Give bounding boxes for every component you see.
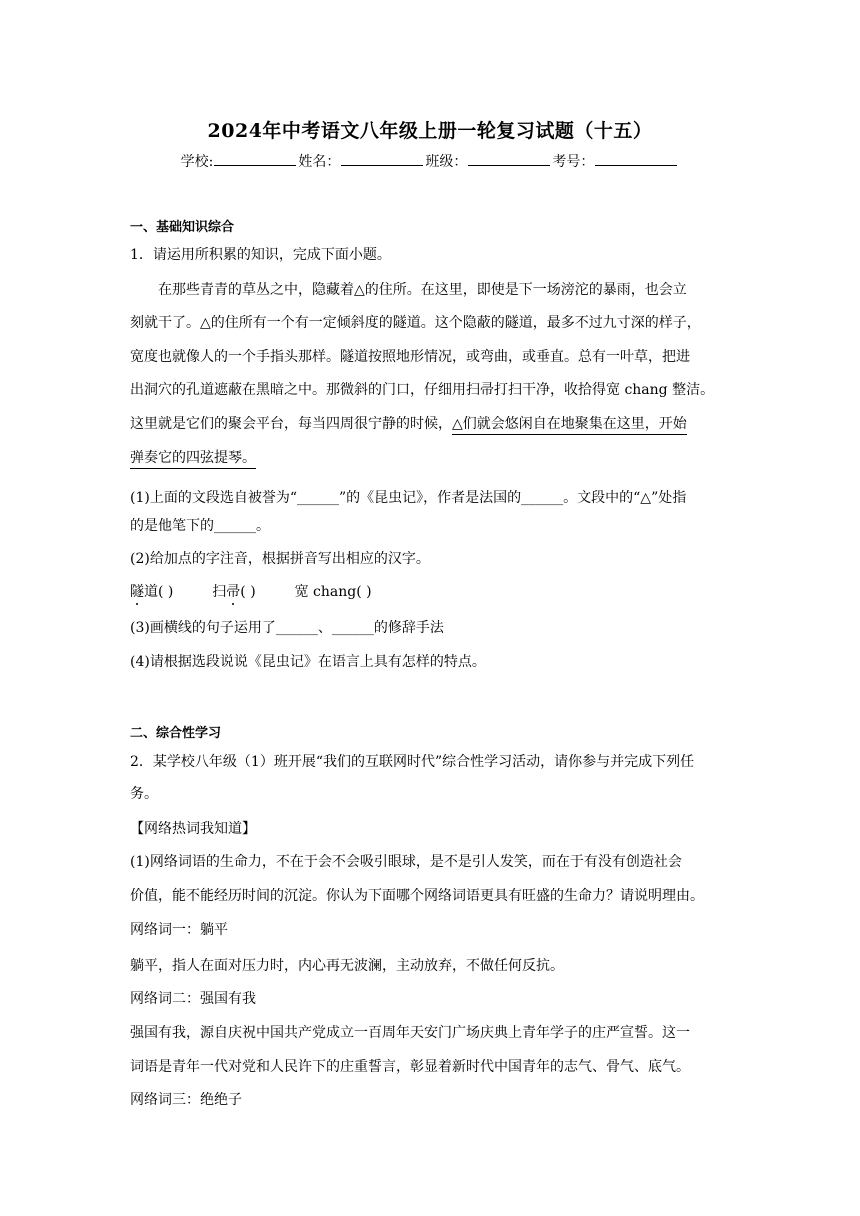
word-2-label: 网络词二：强国有我 (130, 991, 256, 1007)
school-label: 学校: (180, 154, 214, 170)
school-blank[interactable] (214, 153, 296, 166)
class-label: 班级： (425, 154, 468, 170)
passage-line: 在那些青青的草丛之中，隐藏着△的住所。在这里，即使是下一场滂沱的暴雨，也会立 (158, 282, 687, 298)
question-1-stem: 1．请运用所积累的知识，完成下面小题。 (130, 247, 391, 263)
word-2-desc-a: 强国有我，源自庆祝中国共产党成立一百周年天安门广场庆典上青年学子的庄严宣誓。这一 (130, 1025, 690, 1041)
passage-line: 刻就干了。△的住所有一个有一定倾斜度的隧道。这个隐蔽的隧道，最多不过九寸深的样子， (130, 315, 701, 331)
sub-question-1a: (1)上面的文段选自被誉为“______”的《昆虫记》，作者是法国的______。文段中的“△”处指 (130, 490, 687, 506)
word-1-desc: 躺平，指人在面对压力时，内心再无波澜，主动放弃，不做任何反抗。 (130, 958, 564, 974)
exam-no-label: 考号： (552, 154, 595, 170)
exam-no-blank[interactable] (595, 153, 677, 166)
sub-question-1a: (1)网络词语的生命力，不在于会不会吸引眼球，是不是引人发笑，而在于有没有创造社会 (130, 854, 682, 870)
page-title: 2024年中考语文八年级上册一轮复习试题（十五） (207, 120, 653, 142)
passage-line (130, 417, 687, 431)
passage-line: 出洞穴的孔道遮蔽在黑暗之中。那微斜的门口，仔细用扫帚打扫干净，收拾得宽 chang 整洁。 (130, 382, 715, 398)
passage-line: 宽度也就像人的一个手指头那样。隧道按照地形情况，或弯曲，或垂直。总有一叶草，把进 (130, 349, 690, 365)
word-3-label: 网络词三：绝绝子 (130, 1092, 242, 1108)
class-blank[interactable] (468, 153, 550, 166)
underlined-sentence: △们就会悠闲自在地聚集在这里，开始 (452, 416, 687, 435)
section-heading-comprehensive: 二、综合性学习 (130, 726, 222, 741)
sub-question-1b: 价值，能不能经历时间的沉淀。你认为下面哪个网络词语更具有旺盛的生命力？请说明理由。 (130, 888, 704, 904)
sub-question-4: (4)请根据选段说说《昆虫记》在语言上具有怎样的特点。 (130, 654, 486, 670)
pinyin-answer-3: 宽 chang( ) (294, 584, 372, 600)
dotted-char: 帚 (226, 584, 241, 600)
word-2-desc-b: 词语是青年一代对党和人民许下的庄重誓言，彰显着新时代中国青年的志气、骨气、底气。 (130, 1059, 690, 1075)
name-label: 姓名： (298, 154, 341, 170)
question-2-stem-b: 务。 (130, 786, 158, 802)
name-blank[interactable] (341, 153, 423, 166)
question-2-stem-a: 2．某学校八年级（1）班开展“我们的互联网时代”综合性学习活动，请你参与并完成下列任 (130, 754, 695, 770)
dotted-char: 隧 (130, 584, 144, 600)
sub-question-3: (3)画横线的句子运用了______、______的修辞手法 (130, 620, 444, 636)
sub-question-2: (2)给加点的字注音，根据拼音写出相应的汉字。 (130, 551, 430, 567)
section-heading-basic: 一、基础知识综合 (130, 220, 235, 235)
pinyin-items (130, 585, 735, 599)
pinyin-answer-2: ( ) (240, 584, 256, 600)
sub-question-1b: 的是他笔下的______。 (130, 518, 270, 534)
word-1-label: 网络词一：躺平 (130, 922, 228, 938)
underlined-sentence-end: 弹奏它的四弦提琴。 (130, 450, 256, 469)
passage-text: 这里就是它们的聚会平台，每当四周很宁静的时候， (130, 416, 452, 432)
pinyin-answer-1: 道( ) (144, 584, 174, 600)
passage-line (130, 451, 256, 465)
student-info-line (0, 151, 860, 171)
task-title: 【网络热词我知道】 (130, 821, 256, 837)
pinyin-text: 扫 (212, 584, 227, 600)
